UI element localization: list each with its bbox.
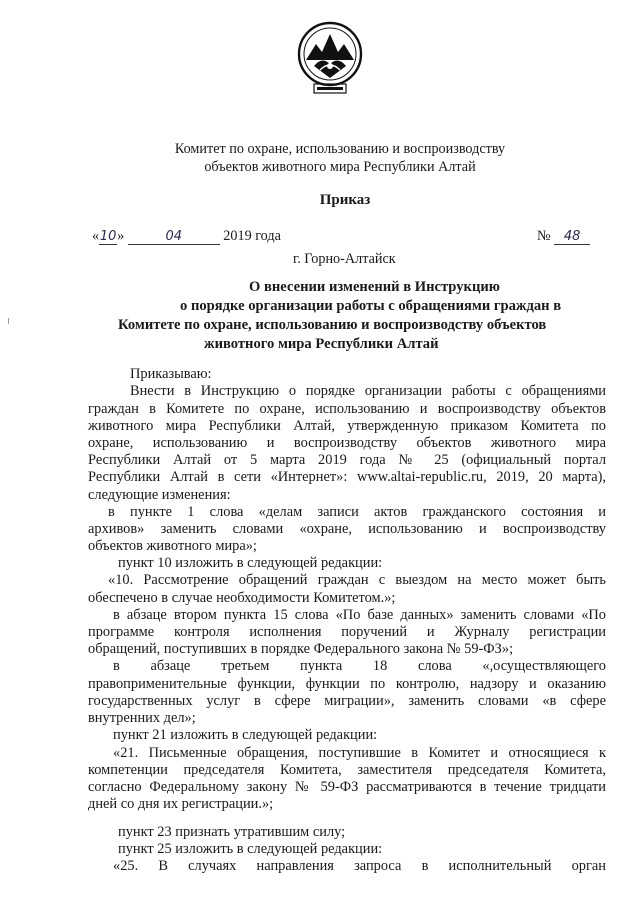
body-line: «25. В случаях направления запроса в исполнительный орган	[113, 858, 606, 874]
body-line: пункт 21 изложить в следующей редакции:	[113, 727, 378, 743]
body-line: граждан в Комитете по охране, использованию и воспроизводству объектов	[88, 401, 606, 417]
body-line: в абзаце третьем пункта 18 слова «,осуществляющего	[113, 658, 606, 674]
date-open-quote: «	[92, 228, 100, 244]
body-line: «10. Рассмотрение обращений граждан с выездом на место может быть	[108, 572, 606, 588]
body-line: согласно Федеральному закону № 59-ФЗ рассматриваются в течение тридцати	[88, 779, 606, 795]
body-line: обращений, поступивших в порядке Федерального закона № 59-ФЗ»;	[88, 641, 514, 657]
date-day: 10	[99, 229, 117, 244]
body-line: Республики Алтай в сети «Интернет»: www.altai-republic.ru, 2019, 20 марта),	[88, 469, 606, 485]
subject-line-1: О внесении изменений в Инструкцию	[249, 279, 500, 295]
body-line: Внести в Инструкцию о порядке организации работы с обращениями	[130, 383, 606, 399]
body-line: пункт 25 изложить в следующей редакции:	[118, 841, 383, 857]
body-line: правоприменительные функции, функции по контролю, надзору и оказанию	[88, 676, 606, 692]
body-line: «21. Письменные обращения, поступившие в Комитет и относящиеся к	[113, 745, 606, 761]
number-value: 48	[554, 229, 590, 245]
subject-line-2: о порядке организации работы с обращениями граждан в	[180, 298, 562, 314]
date-close-quote: »	[117, 228, 125, 244]
document-title: Приказ	[319, 192, 371, 208]
date-month: 04	[128, 229, 220, 245]
body-line: архивов» заменить словами «охране, использованию и воспроизводству	[88, 521, 606, 537]
organization-name-line-2: объектов животного мира Республики Алтай	[204, 159, 476, 175]
subject-line-4: животного мира Республики Алтай	[204, 336, 439, 352]
body-line: государственных услуг в сфере миграции», заменить словами «в сфере	[88, 693, 606, 709]
subject-line-3: Комитете по охране, использованию и воспроизводству объектов	[118, 317, 547, 333]
body-line: охране, использованию и воспроизводству объектов животного мира	[88, 435, 606, 451]
body-line: пункт 23 признать утратившим силу;	[118, 824, 346, 840]
body-line: в пункте 1 слова «делам записи актов гражданского состояния и	[108, 504, 606, 520]
body-line: компетенции председателя Комитета, заместителя председателя Комитета,	[88, 762, 606, 778]
body-line: программе контроля исполнения поручений и Журналу регистрации	[88, 624, 606, 640]
organization-name-line-1: Комитет по охране, использованию и воспроизводству	[174, 141, 506, 157]
date-year: 2019 года	[223, 228, 281, 244]
document-number	[537, 228, 590, 245]
body-line: следующие изменения:	[88, 487, 231, 503]
body-line: Приказываю:	[130, 366, 212, 382]
body-line: дней со дня их регистрации.»;	[88, 796, 274, 812]
body-line: обеспечено в случае необходимости Комитетом.»;	[88, 590, 396, 606]
body-line: пункт 10 изложить в следующей редакции:	[118, 555, 383, 571]
document-date	[92, 228, 281, 245]
altai-republic-emblem-icon	[296, 20, 364, 96]
body-line: внутренних дел»;	[88, 710, 196, 726]
body-line: объектов животного мира»;	[88, 538, 257, 554]
body-line: в абзаце втором пункта 15 слова «По базе данных» заменить словами «По	[113, 607, 606, 623]
body-line: Республики Алтай от 5 марта 2019 года № 25 (официальный портал	[88, 452, 606, 468]
body-line: животного мира Республики Алтай, утвержденную приказом Комитета по	[88, 418, 606, 434]
document-city: г. Горно-Алтайск	[293, 251, 396, 267]
number-label: №	[537, 228, 551, 244]
margin-mark	[8, 318, 9, 324]
